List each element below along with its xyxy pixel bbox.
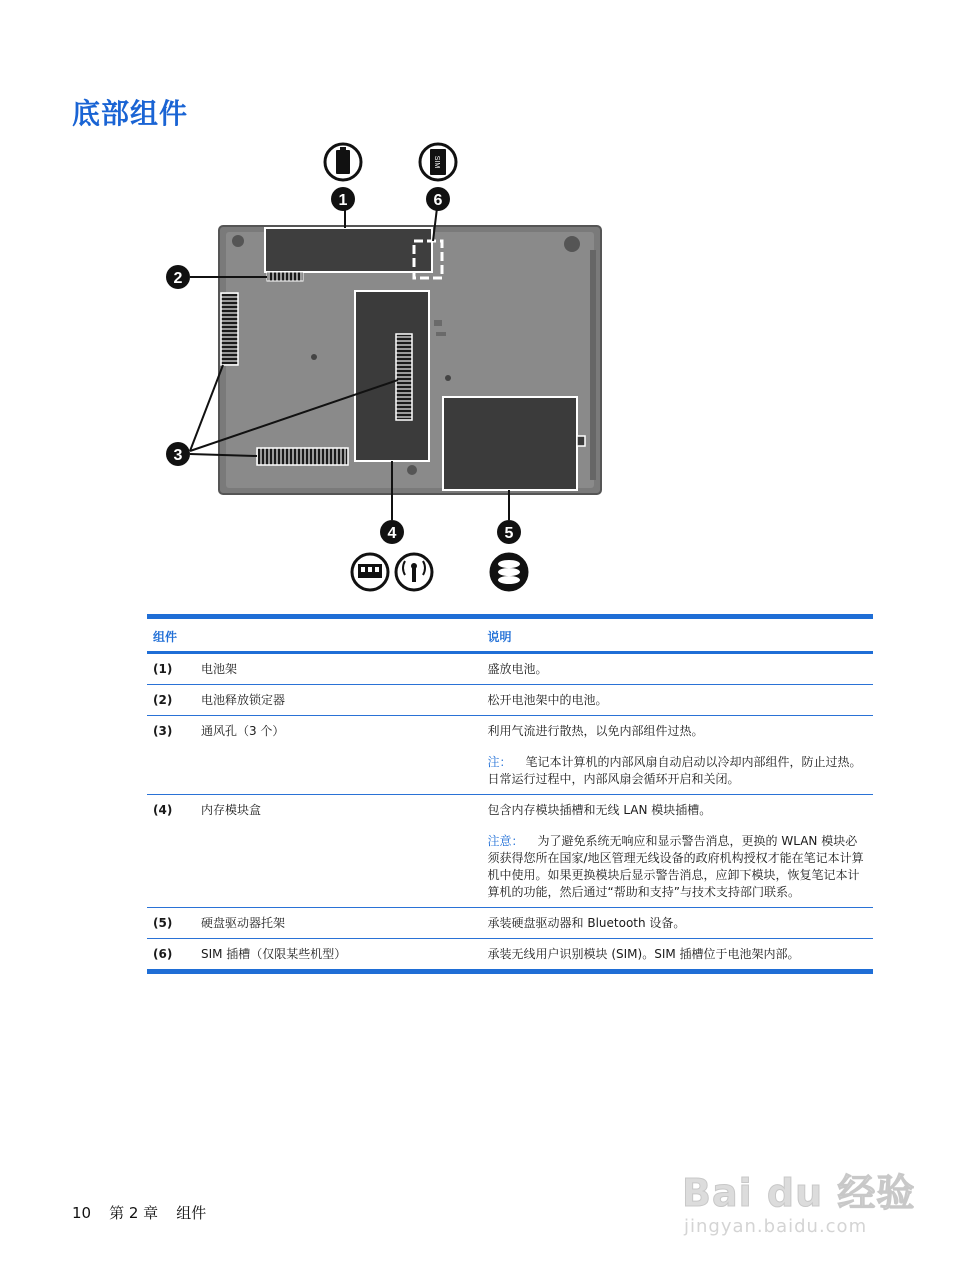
row-description: 盛放电池。 bbox=[482, 653, 873, 685]
page-footer bbox=[72, 1202, 224, 1223]
row-description: 承装硬盘驱动器和 Bluetooth 设备。 bbox=[482, 908, 873, 939]
callout-6 bbox=[426, 187, 450, 211]
hard-drive-icon bbox=[491, 554, 527, 590]
wireless-icon bbox=[396, 554, 432, 590]
row-component: 内存模块盒 bbox=[195, 795, 482, 908]
battery-release-latch bbox=[267, 272, 303, 281]
table-header-row bbox=[147, 617, 873, 653]
caution-label: 注意： bbox=[487, 834, 524, 848]
watermark-url: jingyan.baidu.com bbox=[684, 1216, 868, 1237]
battery-bay bbox=[265, 228, 432, 272]
svg-text:6: 6 bbox=[433, 192, 443, 209]
components-table bbox=[147, 614, 873, 974]
row-number: (6) bbox=[147, 939, 195, 972]
note bbox=[488, 754, 867, 788]
page-number: 10 bbox=[72, 1204, 92, 1222]
row-component: SIM 插槽（仅限某些机型） bbox=[195, 939, 482, 972]
watermark bbox=[672, 1140, 922, 1250]
callout-4 bbox=[380, 520, 404, 544]
row-description-cell bbox=[482, 716, 873, 795]
table-row bbox=[147, 908, 873, 939]
row-description: 松开电池架中的电池。 bbox=[482, 685, 873, 716]
row-number: (1) bbox=[147, 653, 195, 685]
row-component: 电池架 bbox=[195, 653, 482, 685]
note-label: 注： bbox=[487, 755, 512, 769]
callout-3 bbox=[166, 442, 190, 466]
row-number: (3) bbox=[147, 716, 195, 795]
table-row bbox=[147, 716, 873, 795]
vent-left bbox=[221, 293, 238, 365]
svg-text:5: 5 bbox=[504, 525, 514, 542]
battery-icon bbox=[325, 144, 361, 180]
row-number: (4) bbox=[147, 795, 195, 908]
callout-5 bbox=[497, 520, 521, 544]
row-description: 利用气流进行散热，以免内部组件过热。 bbox=[487, 724, 704, 738]
header-component: 组件 bbox=[147, 617, 482, 653]
note-text: 笔记本计算机的内部风扇自动启动以冷却内部组件，防止过热。日常运行过程中，内部风扇会循环开启和关闭。 bbox=[487, 755, 862, 786]
table-row bbox=[147, 685, 873, 716]
row-description: 包含内存模块插槽和无线 LAN 模块插槽。 bbox=[487, 803, 712, 817]
svg-text:2: 2 bbox=[173, 270, 183, 287]
caution-note bbox=[488, 833, 867, 901]
sim-icon bbox=[420, 144, 456, 180]
row-component: 电池释放锁定器 bbox=[195, 685, 482, 716]
watermark-logo: Bai du 经验 bbox=[682, 1171, 916, 1215]
svg-text:1: 1 bbox=[338, 192, 348, 209]
caution-text: 为了避免系统无响应和显示警告消息，更换的 WLAN 模块必须获得您所在国家/地区管理无线设备的政府机构授权才能在笔记本计算机中使用。如果更换模块后显示警告消息，应卸下模块，恢复笔记本计算机的功能，然后通过“帮助和支持”与技术支持部门联系。 bbox=[487, 834, 864, 899]
svg-text:4: 4 bbox=[387, 525, 397, 542]
row-component: 硬盘驱动器托架 bbox=[195, 908, 482, 939]
row-description-cell bbox=[482, 795, 873, 908]
row-number: (2) bbox=[147, 685, 195, 716]
table-row bbox=[147, 653, 873, 685]
page-title: 底部组件 bbox=[72, 97, 189, 130]
chapter-title: 组件 bbox=[176, 1204, 207, 1222]
memory-module-compartment bbox=[355, 291, 429, 461]
memory-module-icon bbox=[352, 554, 388, 590]
svg-text:3: 3 bbox=[173, 447, 183, 464]
header-description: 说明 bbox=[482, 617, 873, 653]
vent-center bbox=[396, 334, 412, 420]
row-component: 通风孔（3 个） bbox=[195, 716, 482, 795]
hard-drive-bay bbox=[443, 397, 577, 490]
table-row bbox=[147, 795, 873, 908]
row-number: (5) bbox=[147, 908, 195, 939]
laptop-bottom-figure bbox=[0, 0, 961, 600]
row-description: 承装无线用户识别模块 (SIM)。SIM 插槽位于电池架内部。 bbox=[482, 939, 873, 972]
callout-2 bbox=[166, 265, 190, 289]
vent-bottom bbox=[257, 448, 348, 465]
table-row bbox=[147, 939, 873, 972]
callout-1 bbox=[331, 187, 355, 211]
svg-text:SIM: SIM bbox=[433, 155, 440, 169]
chapter-label: 第 2 章 bbox=[109, 1204, 159, 1222]
